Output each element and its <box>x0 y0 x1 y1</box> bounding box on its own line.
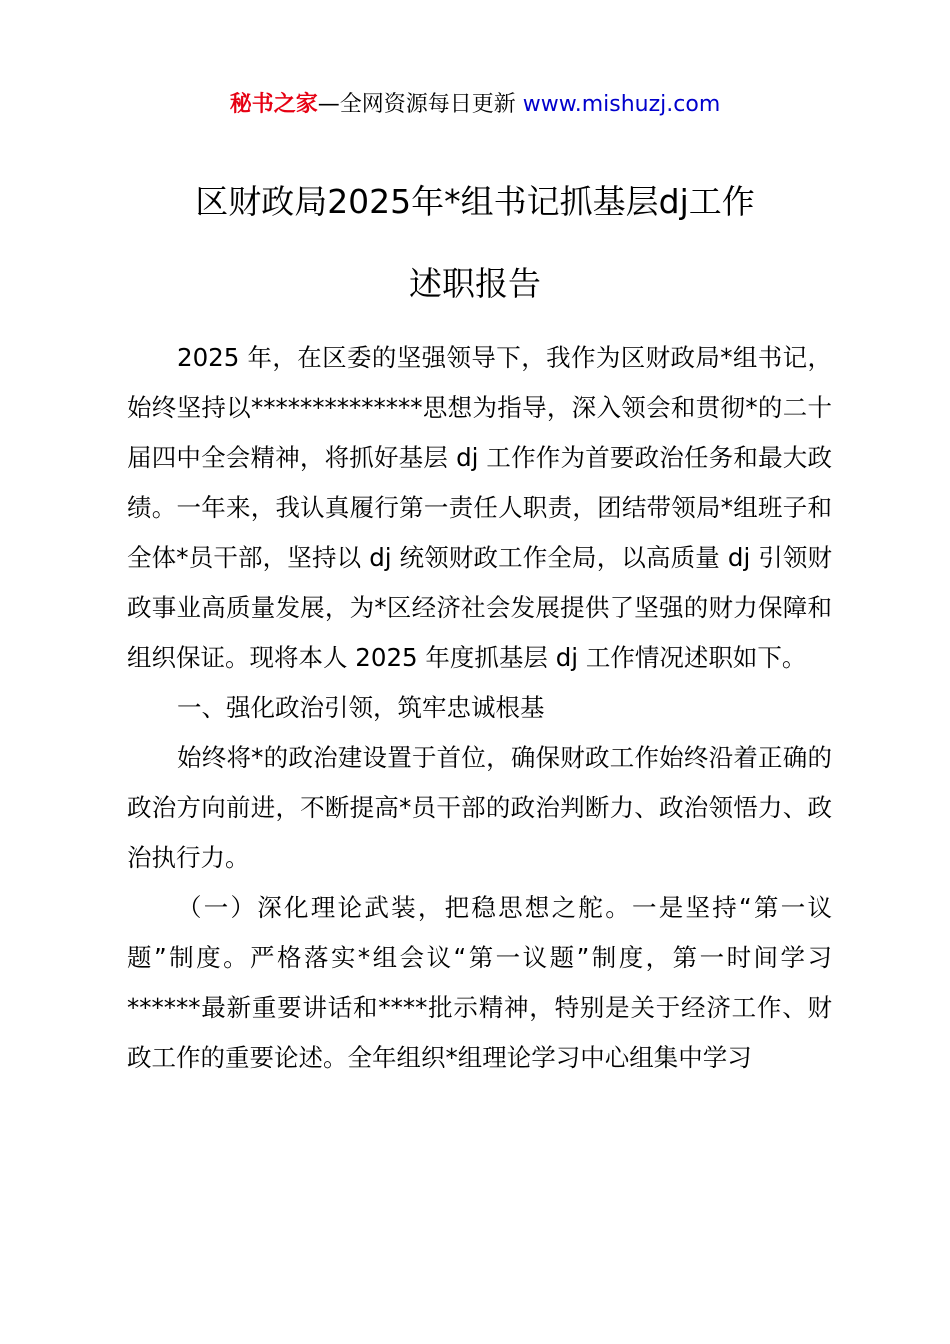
paragraph-section-summary: 始终将*的政治建设置于首位，确保财政工作始终沿着正确的政治方向前进，不断提高*员干部的政治判断力、政治领悟力、政治执行力。 <box>127 743 832 872</box>
site-url-link[interactable]: www.mishuzj.com <box>522 92 721 117</box>
paragraph-subsection: （一）深化理论武装，把稳思想之舵。一是坚持“第一议题”制度。严格落实*组会议“第一议题”制度，第一时间学习******最新重要讲话和****批示精神，特别是关于经济工作、财政工作的重要论述。全年组织*组理论学习中心组集中学习 <box>127 893 832 1072</box>
header-tagline: —全网资源每日更新 <box>317 92 516 117</box>
site-header <box>0 88 950 122</box>
section-heading: 一、强化政治引领，筑牢忠诚根基 <box>177 693 545 722</box>
document-title <box>60 180 890 306</box>
brand-name: 秘书之家 <box>229 92 318 117</box>
paragraph-intro: 2025 年，在区委的坚强领导下，我作为区财政局*组书记，始终坚持以**************思想为指导，深入领会和贯彻*的二十届四中全会精神，将抓好基层 dj 工作作为首要政治任务和最大政绩。一年来，我认真履行第一责任人职责，团结带领局*组班子和全体*员干部，坚持以 dj 统领财政工作全局，以高质量 dj 引领财政事业高质量发展，为*区经济社会发展提供了坚强的财力保障和组织保证。现将本人 2025 年度抓基层 dj 工作情况述职如下。 <box>127 343 832 672</box>
title-line-2: 述职报告 <box>409 264 541 303</box>
title-line-1: 区财政局2025年*组书记抓基层dj工作 <box>195 182 755 221</box>
document-body <box>127 333 832 1083</box>
